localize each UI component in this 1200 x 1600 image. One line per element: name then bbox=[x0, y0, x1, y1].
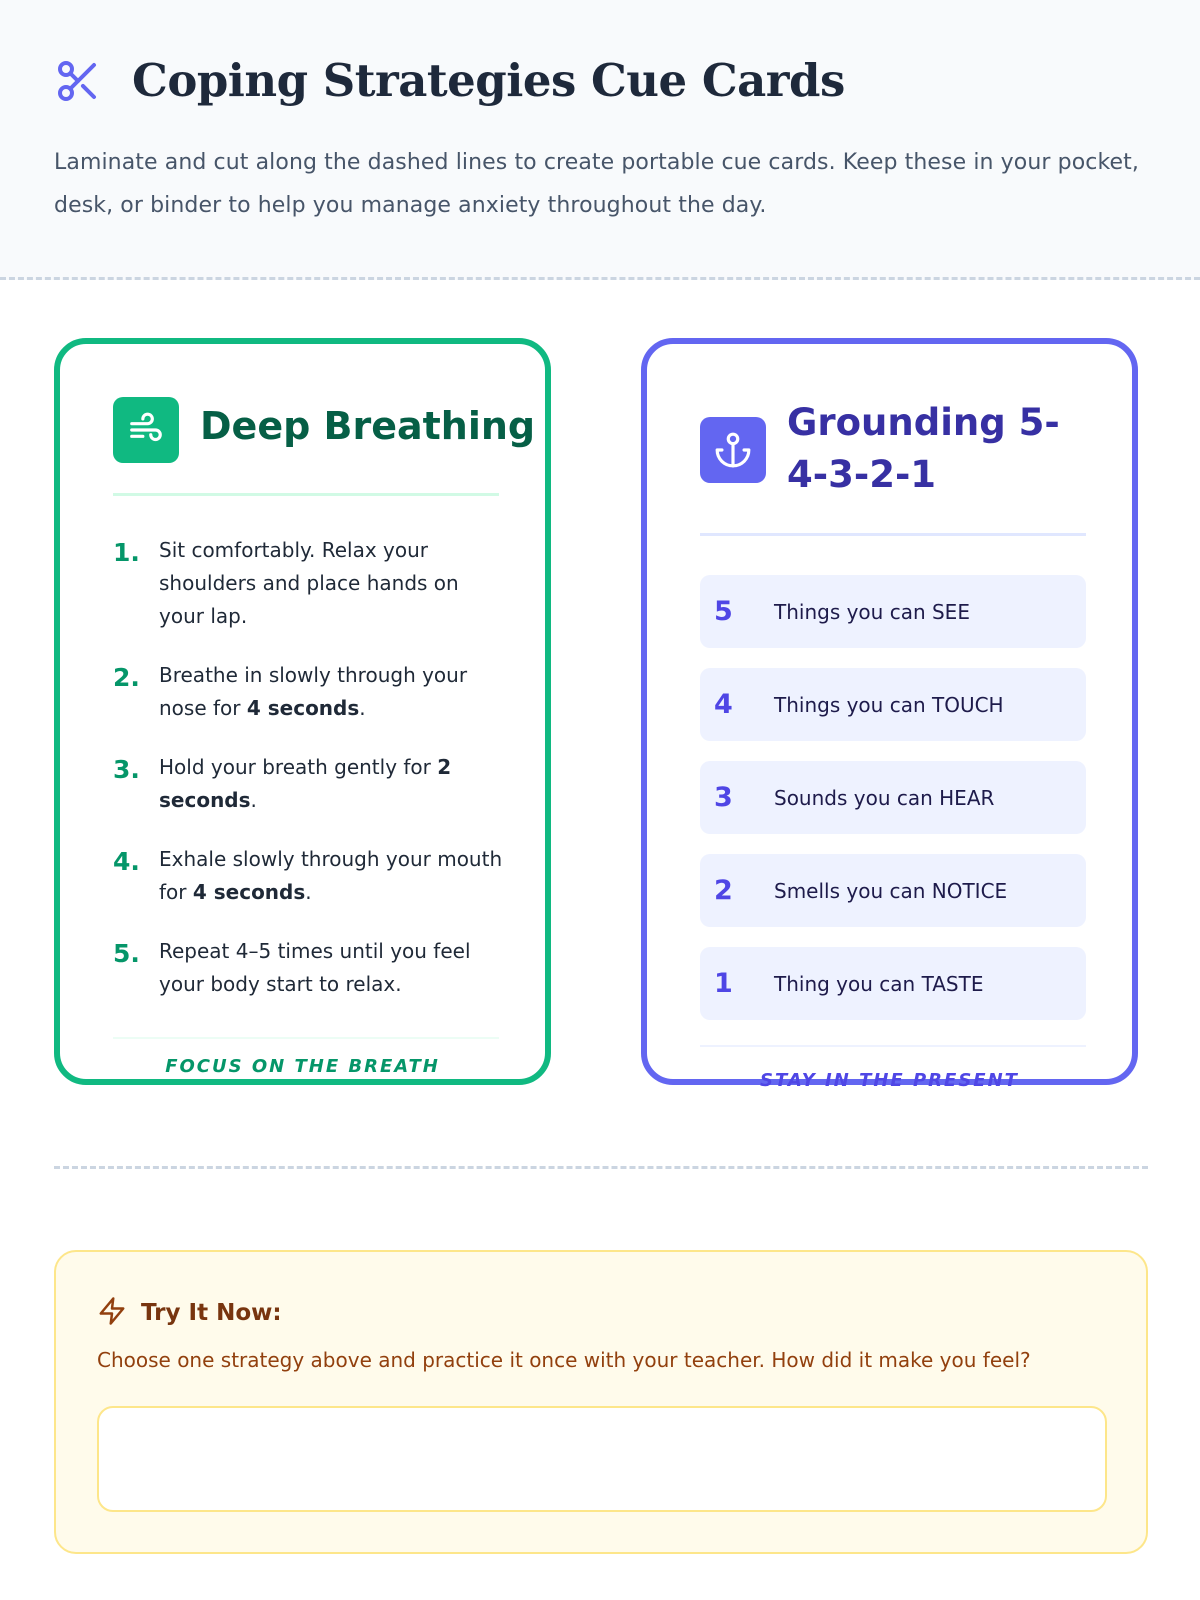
step-text: Breathe in slowly through your nose for 4 seconds. bbox=[159, 663, 468, 720]
try-it-prompt: Choose one strategy above and practice it once with your teacher. How did it make you feel? bbox=[97, 1348, 1031, 1372]
sense-count: 2 bbox=[714, 875, 733, 906]
step-item bbox=[113, 843, 503, 909]
page-title: Coping Strategies Cue Cards bbox=[132, 54, 845, 107]
cut-line bbox=[54, 1166, 1148, 1169]
card-footer: FOCUS ON THE BREATH bbox=[165, 1056, 440, 1077]
card-divider bbox=[113, 493, 499, 496]
breathing-steps bbox=[113, 534, 503, 1027]
step-number: 5. bbox=[113, 939, 140, 968]
step-item bbox=[113, 659, 503, 725]
step-duration: 4 seconds bbox=[192, 880, 306, 904]
deep-breathing-card bbox=[54, 338, 551, 1085]
wind-icon bbox=[113, 397, 179, 463]
sense-label: Thing you can TASTE bbox=[774, 971, 984, 996]
step-number: 4. bbox=[113, 847, 140, 876]
step-number: 2. bbox=[113, 663, 140, 692]
sense-label: Things you can SEE bbox=[774, 599, 970, 624]
step-text: Repeat 4–5 times until you feel your body start to relax. bbox=[159, 939, 471, 996]
sense-count: 1 bbox=[714, 968, 733, 999]
card-footer: STAY IN THE PRESENT bbox=[760, 1070, 1019, 1091]
step-number: 3. bbox=[113, 755, 140, 784]
step-item bbox=[113, 751, 503, 817]
card-divider bbox=[700, 533, 1086, 536]
step-text: Exhale slowly through your mouth for 4 seconds. bbox=[159, 847, 503, 904]
title-row bbox=[54, 54, 845, 107]
sense-label: Sounds you can HEAR bbox=[774, 785, 995, 810]
intro-text: Laminate and cut along the dashed lines to create portable cue cards. Keep these in your pocket, desk, or binder to help you manage anxiety throughout the day. bbox=[54, 150, 1139, 218]
card-title: Deep Breathing bbox=[200, 404, 536, 448]
sense-label: Smells you can NOTICE bbox=[774, 878, 1008, 903]
step-number: 1. bbox=[113, 538, 140, 567]
card-title: Grounding 5-4-3-2-1 bbox=[787, 401, 1060, 496]
sense-label: Things you can TOUCH bbox=[774, 692, 1004, 717]
grounding-list bbox=[700, 575, 1086, 1040]
scissors-icon bbox=[54, 57, 102, 105]
sense-item bbox=[700, 761, 1086, 834]
sense-item bbox=[700, 947, 1086, 1020]
step-item bbox=[113, 534, 503, 633]
try-it-title: Try It Now: bbox=[141, 1300, 282, 1326]
step-item bbox=[113, 935, 503, 1001]
sense-item bbox=[700, 668, 1086, 741]
step-duration: 4 seconds bbox=[246, 696, 360, 720]
card-divider bbox=[113, 1037, 499, 1039]
try-it-header bbox=[97, 1296, 282, 1330]
anchor-icon bbox=[700, 417, 766, 483]
grounding-card bbox=[641, 338, 1138, 1091]
step-text: Sit comfortably. Relax your shoulders and place hands on your lap. bbox=[159, 538, 459, 628]
card-divider bbox=[700, 1045, 1086, 1047]
sense-count: 3 bbox=[714, 782, 733, 813]
lightning-icon bbox=[97, 1296, 127, 1330]
response-field[interactable] bbox=[97, 1406, 1107, 1512]
sense-item bbox=[700, 575, 1086, 648]
sense-count: 5 bbox=[714, 596, 733, 627]
step-duration: 2 seconds bbox=[159, 755, 452, 812]
page-header bbox=[0, 0, 1200, 280]
sense-item bbox=[700, 854, 1086, 927]
try-it-panel bbox=[54, 1250, 1148, 1554]
sense-count: 4 bbox=[714, 689, 733, 720]
step-text: Hold your breath gently for 2 seconds. bbox=[159, 755, 452, 812]
